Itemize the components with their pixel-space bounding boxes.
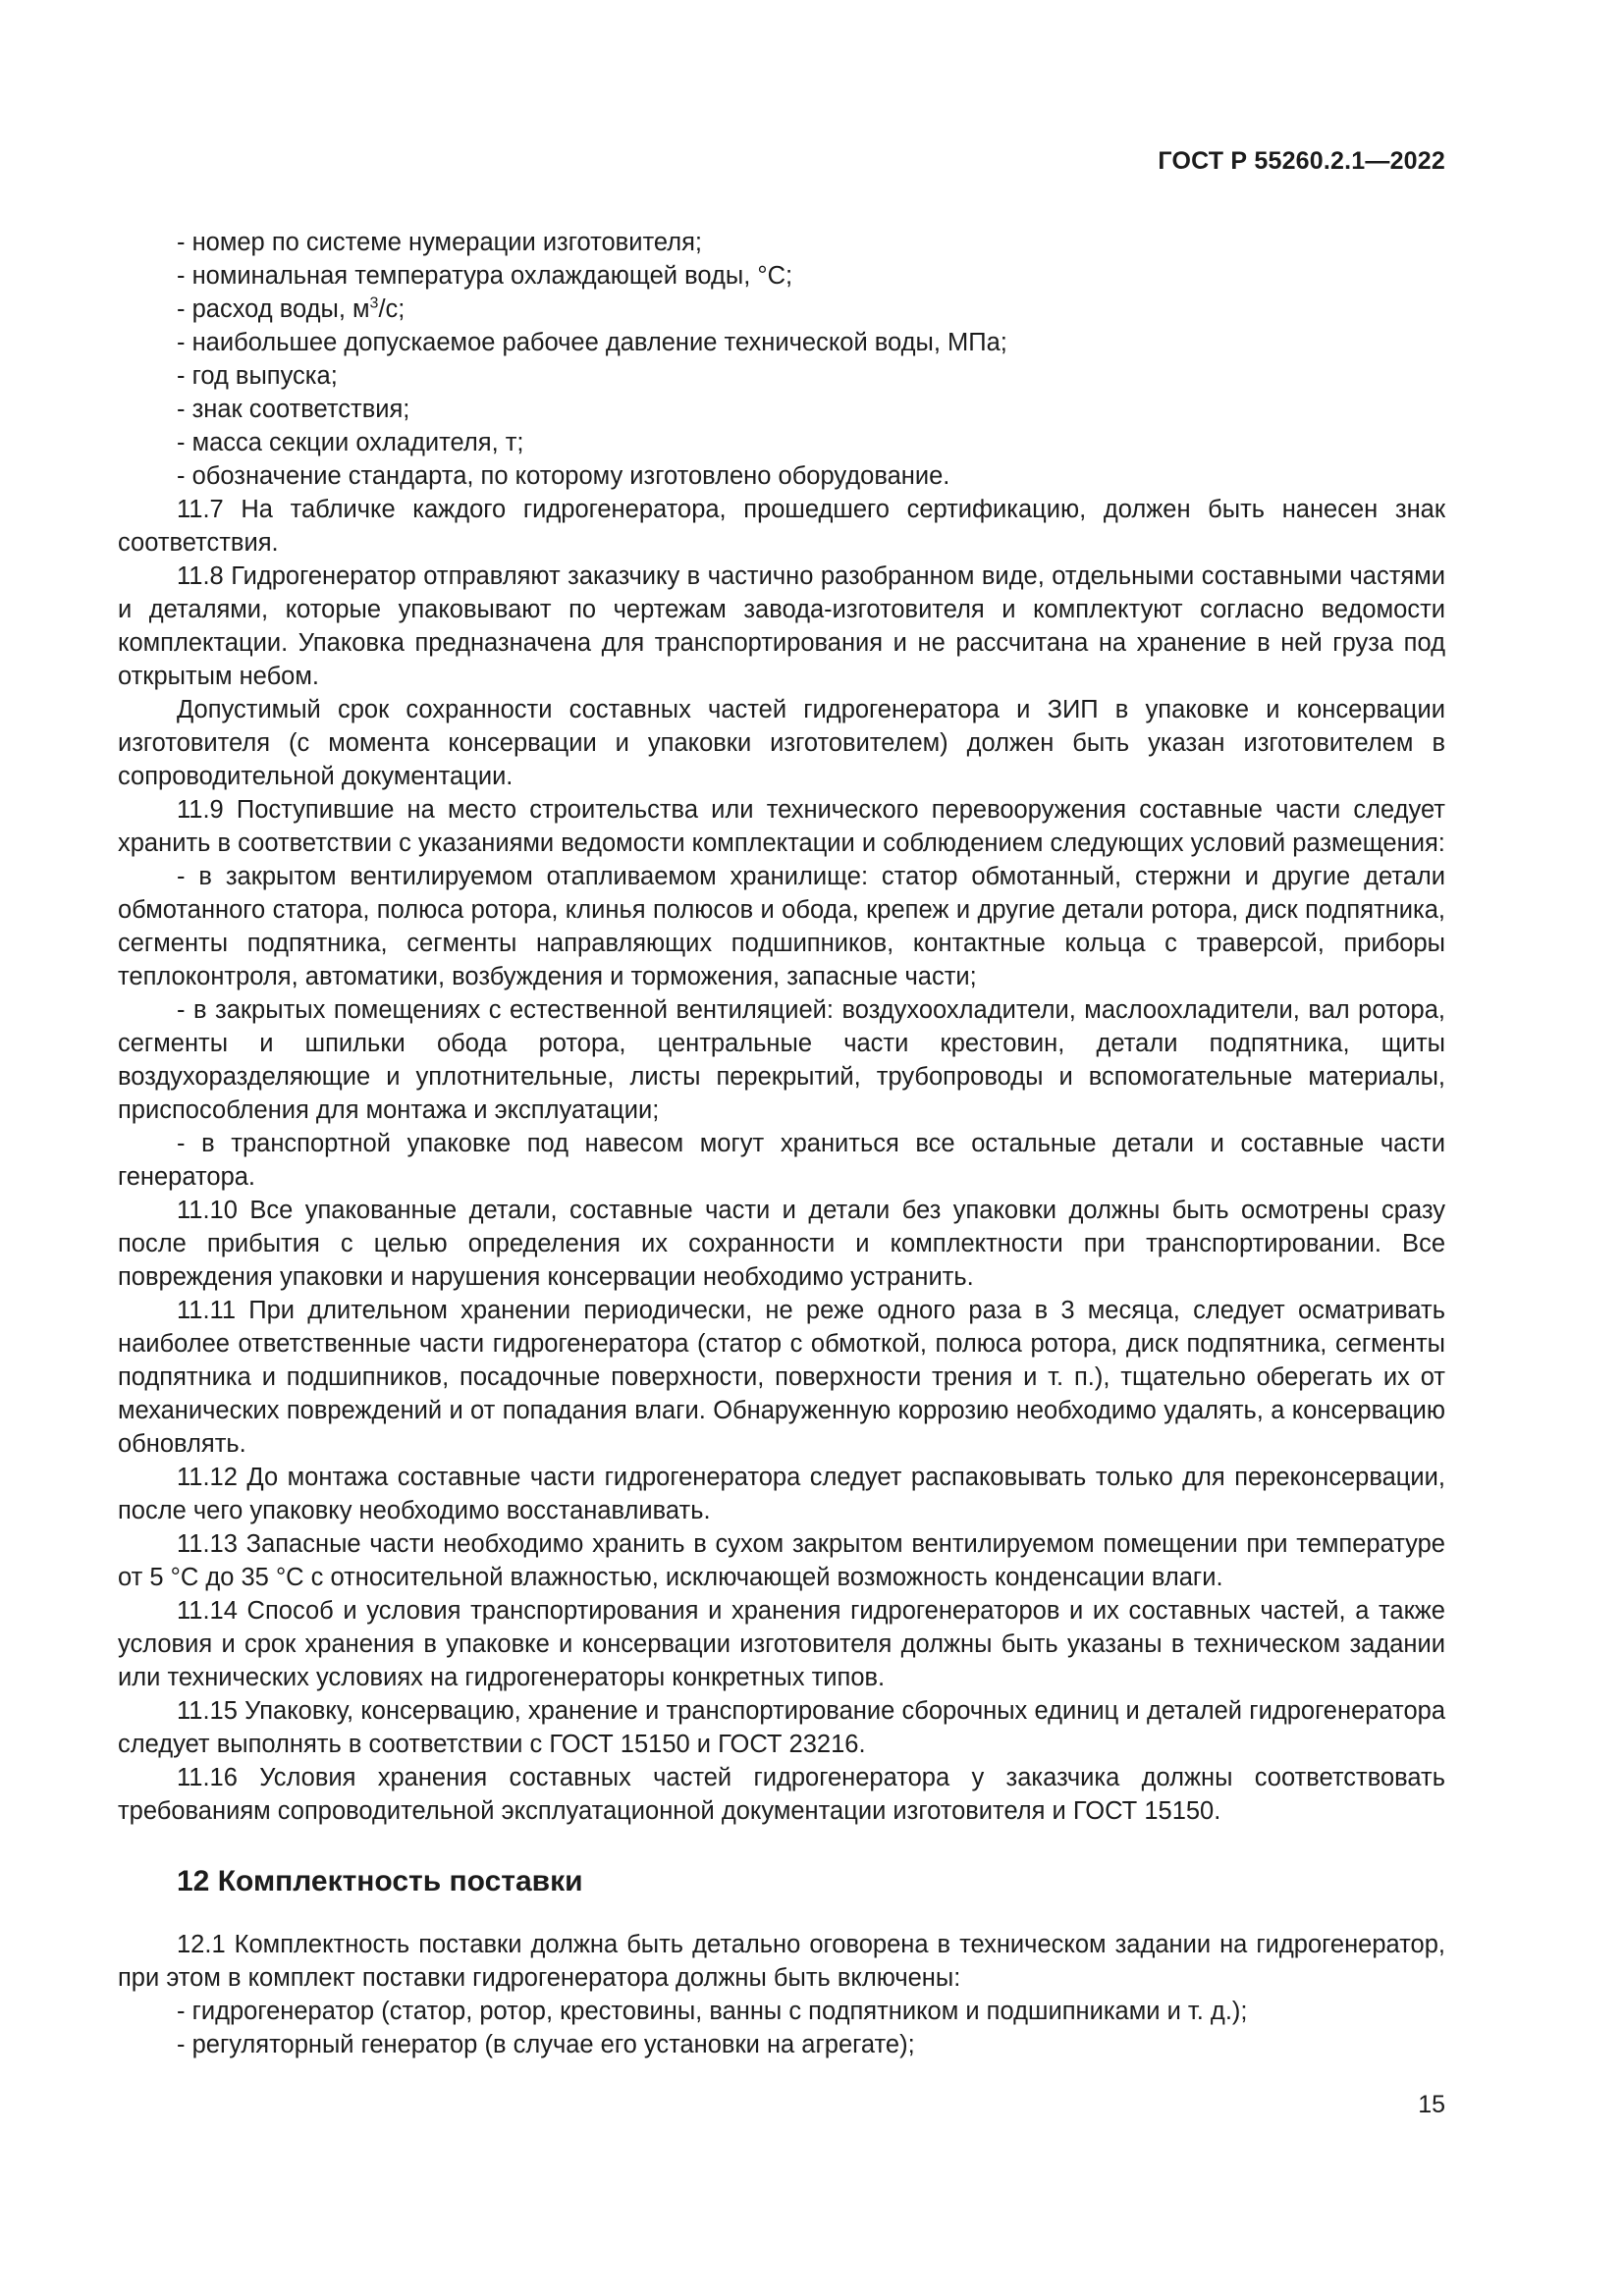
paragraph-11-13: 11.13 Запасные части необходимо хранить в сухом закрытом вентилируемом помещении при температуре от 5 °С до 35 °С с относительной влажностью, исключающей возможность конденсации влаги. [118,1530,1445,1591]
paragraph-11-8: 11.8 Гидрогенератор отправляют заказчику в частично разобранном виде, отдельными составными частями и деталями, которые упаковывают по чертежам завода-изготовителя и комплектуют согласно ведомости комплектации. Упаковка предназначена для транспортирования и не рассчитана на хранение в ней груза под открытым небом. [118,562,1445,690]
paragraph-12-1-regulator: - регуляторный генератор (в случае его установки на агрегате); [177,2031,915,2058]
flow-rate-suffix: /с; [378,295,406,323]
paragraph-11-16: 11.16 Условия хранения составных частей гидрогенератора у заказчика должны соответствовать требованиям сопроводительной эксплуатационной документации изготовителя и ГОСТ 15150. [118,1764,1445,1825]
list-item-flow-rate [118,293,1445,326]
flow-rate-prefix: - расход воды, м [177,295,370,323]
standard-header: ГОСТ Р 55260.2.1—2022 [1158,147,1445,175]
paragraph-11-9-shelter: - в транспортной упаковке под навесом могут храниться все остальные детали и составные части генератора. [118,1130,1445,1191]
paragraph-11-7: 11.7 На табличке каждого гидрогенератора, прошедшего сертификацию, должен быть нанесен знак соответствия. [118,496,1445,557]
paragraph-11-14: 11.14 Способ и условия транспортирования и хранения гидрогенераторов и их составных частей, а также условия и срок хранения в упаковке и консервации изготовителя должны быть указаны в техническом задании или технических условиях на гидрогенераторы конкретных типов. [118,1597,1445,1691]
list-item: - номер по системе нумерации изготовителя; [177,229,702,256]
page-number: 15 [1418,2091,1445,2118]
paragraph-11-9-heated: - в закрытом вентилируемом отапливаемом хранилище: статор обмотанный, стержни и другие детали обмотанного статора, полюса ротора, клинья полюсов и обода, крепеж и другие детали ротора, диск подпятника, сегменты подпятника, сегменты направляющих подшипников, контактные кольца с траверсой, приборы теплоконтроля, автоматики, возбуждения и торможения, запасные части; [118,863,1445,990]
list-item: - знак соответствия; [177,396,410,423]
document-body [118,226,1445,2061]
list-item: - масса секции охладителя, т; [177,429,524,456]
paragraph-11-12: 11.12 До монтажа составные части гидрогенератора следует распаковывать только для переконсервации, после чего упаковку необходимо восстанавливать. [118,1464,1445,1524]
paragraph-12-1-generator: - гидрогенератор (статор, ротор, крестовины, ванны с подпятником и подшипниками и т. д.); [177,1998,1248,2025]
section-12-title: 12 Комплектность поставки [177,1865,583,1897]
list-item: - номинальная температура охлаждающей воды, °С; [177,262,793,290]
list-item: - год выпуска; [177,362,338,390]
paragraph-11-9: 11.9 Поступившие на место строительства или технического перевооружения составные части следует хранить в соответствии с указаниями ведомости комплектации и соблюдением следующих условий размещения: [118,796,1445,857]
paragraph-11-10: 11.10 Все упакованные детали, составные части и детали без упаковки должны быть осмотрены сразу после прибытия с целью определения их сохранности и комплектности при транспортировании. Все повреждения упаковки и нарушения консервации необходимо устранить. [118,1197,1445,1291]
paragraph-12-1: 12.1 Комплектность поставки должна быть детально оговорена в техническом задании на гидрогенератор, при этом в комплект поставки гидрогенератора должны быть включены: [118,1931,1445,1992]
flow-rate-superscript: 3 [369,294,379,312]
paragraph-11-8-storage: Допустимый срок сохранности составных частей гидрогенератора и ЗИП в упаковке и консервации изготовителя (с момента консервации и упаковки изготовителем) должен быть указан изготовителем в сопроводительной документации. [118,696,1445,790]
list-item: - обозначение стандарта, по которому изготовлено оборудование. [177,462,950,490]
paragraph-11-15: 11.15 Упаковку, консервацию, хранение и транспортирование сборочных единиц и деталей гидрогенератора следует выполнять в соответствии с ГОСТ 15150 и ГОСТ 23216. [118,1697,1445,1758]
paragraph-11-9-ventilated: - в закрытых помещениях с естественной вентиляцией: воздухоохладители, маслоохладители, вал ротора, сегменты и шпильки обода ротора, центральные части крестовин, детали подпятника, щиты воздухоразделяющие и уплотнительные, листы перекрытий, трубопроводы и вспомогательные материалы, приспособления для монтажа и эксплуатации; [118,996,1445,1124]
paragraph-11-11: 11.11 При длительном хранении периодически, не реже одного раза в 3 месяца, следует осматривать наиболее ответственные части гидрогенератора (статор с обмоткой, полюса ротора, диск подпятника, сегменты подпятника и подшипников, посадочные поверхности, поверхности трения и т. п.), тщательно оберегать их от механических повреждений и от попадания влаги. Обнаруженную коррозию необходимо удалять, а консервацию обновлять. [118,1297,1445,1458]
list-item: - наибольшее допускаемое рабочее давление технической воды, МПа; [177,329,1007,356]
